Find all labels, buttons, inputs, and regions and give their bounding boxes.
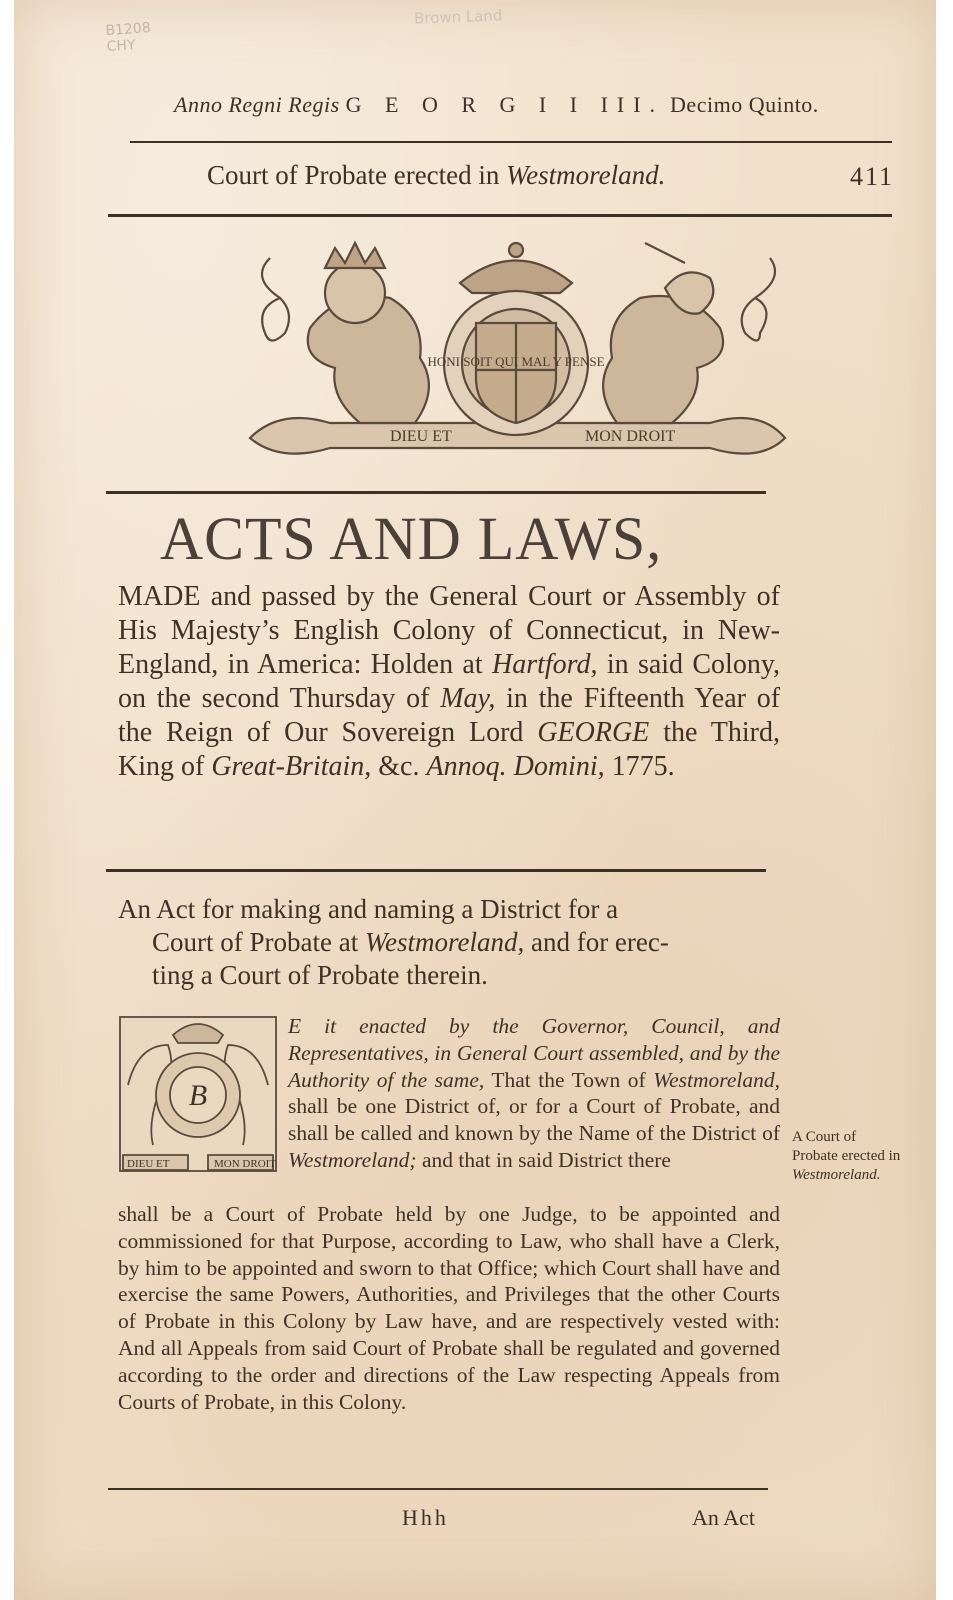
motto-left: DIEU ET — [390, 428, 452, 445]
act-title: An Act for making and naming a District for a Court of Probate at Westmoreland, and for erec- ting a Court of Probate therein. — [118, 894, 669, 990]
running-head-king: G E O R G I I III. — [345, 92, 665, 117]
section-subhead — [207, 160, 665, 191]
garter-motto: HONI SOIT QUI MAL Y PENSE — [427, 354, 605, 369]
act-rule — [106, 869, 766, 872]
subhead-place: Westmoreland. — [506, 160, 666, 190]
drop-cap-motto-right: MON DROIT — [214, 1158, 277, 1170]
subhead-text: Court of Probate erected in — [207, 160, 500, 190]
enacting-clause: E it enacted by the Governor, Council, and Representatives, in General Court assembled, and by the Authority of the same, That the Town of Westmoreland, shall be one District of, or for a Court of Probate, and shall be called and known by the Name of the District of Westmoreland; and that in said District there — [288, 1014, 780, 1172]
pencil-annotation: B1208 CHY — [104, 20, 152, 56]
body-paragraph: shall be a Court of Probate held by one Judge, to be appointed and commissioned for that Purpose, according to Law, who shall have a Clerk, by him to be appointed and sworn to that Office; which Court shall have and exercise the same Powers, Authorities, and Privileges that the other Courts of Probate in this Colony by Law have, and are respectively vested with: And all Appeals from said Court of Probate shall be regulated and governed according to the order and directions of the Law respecting Appeals from Courts of Probate, in this Colony. — [118, 1202, 780, 1414]
margin-note: A Court of Probate erected in Westmoreland. — [792, 1129, 901, 1183]
royal-coat-of-arms-image — [240, 238, 792, 474]
signature-mark: Hhh — [402, 1505, 449, 1530]
decorative-initial-image — [118, 1015, 278, 1173]
drop-cap-letter: B — [188, 1079, 208, 1112]
footer-rule — [108, 1488, 768, 1490]
header-rule-bottom — [108, 214, 892, 217]
motto-right: MON DROIT — [585, 428, 676, 445]
intro-paragraph: MADE and passed by the General Court or Assembly of His Majesty’s English Colony of Connecticut, in New-England, in America: Holden at Hartford, in said Colony, on the second Thursday of May, in the Fifteenth Year of the Reign of Our Sovereign Lord GEORGE the Third, King of Great-Britain, &c. Annoq. Domini, 1775. — [118, 581, 781, 782]
running-head-italic: Anno Regni Regis — [174, 92, 340, 117]
running-head-year: Decimo Quinto. — [670, 92, 819, 117]
document-title: ACTS AND LAWS, — [160, 506, 663, 573]
header-rule-top — [130, 141, 892, 143]
running-head — [174, 92, 854, 118]
pencil-annotation-top: Brown Land — [413, 6, 503, 28]
catchword: An Act — [692, 1505, 755, 1530]
document-page — [14, 0, 936, 1600]
page-number: 411 — [850, 162, 895, 191]
title-rule-top — [106, 491, 766, 494]
drop-cap-motto-left: DIEU ET — [127, 1158, 170, 1170]
